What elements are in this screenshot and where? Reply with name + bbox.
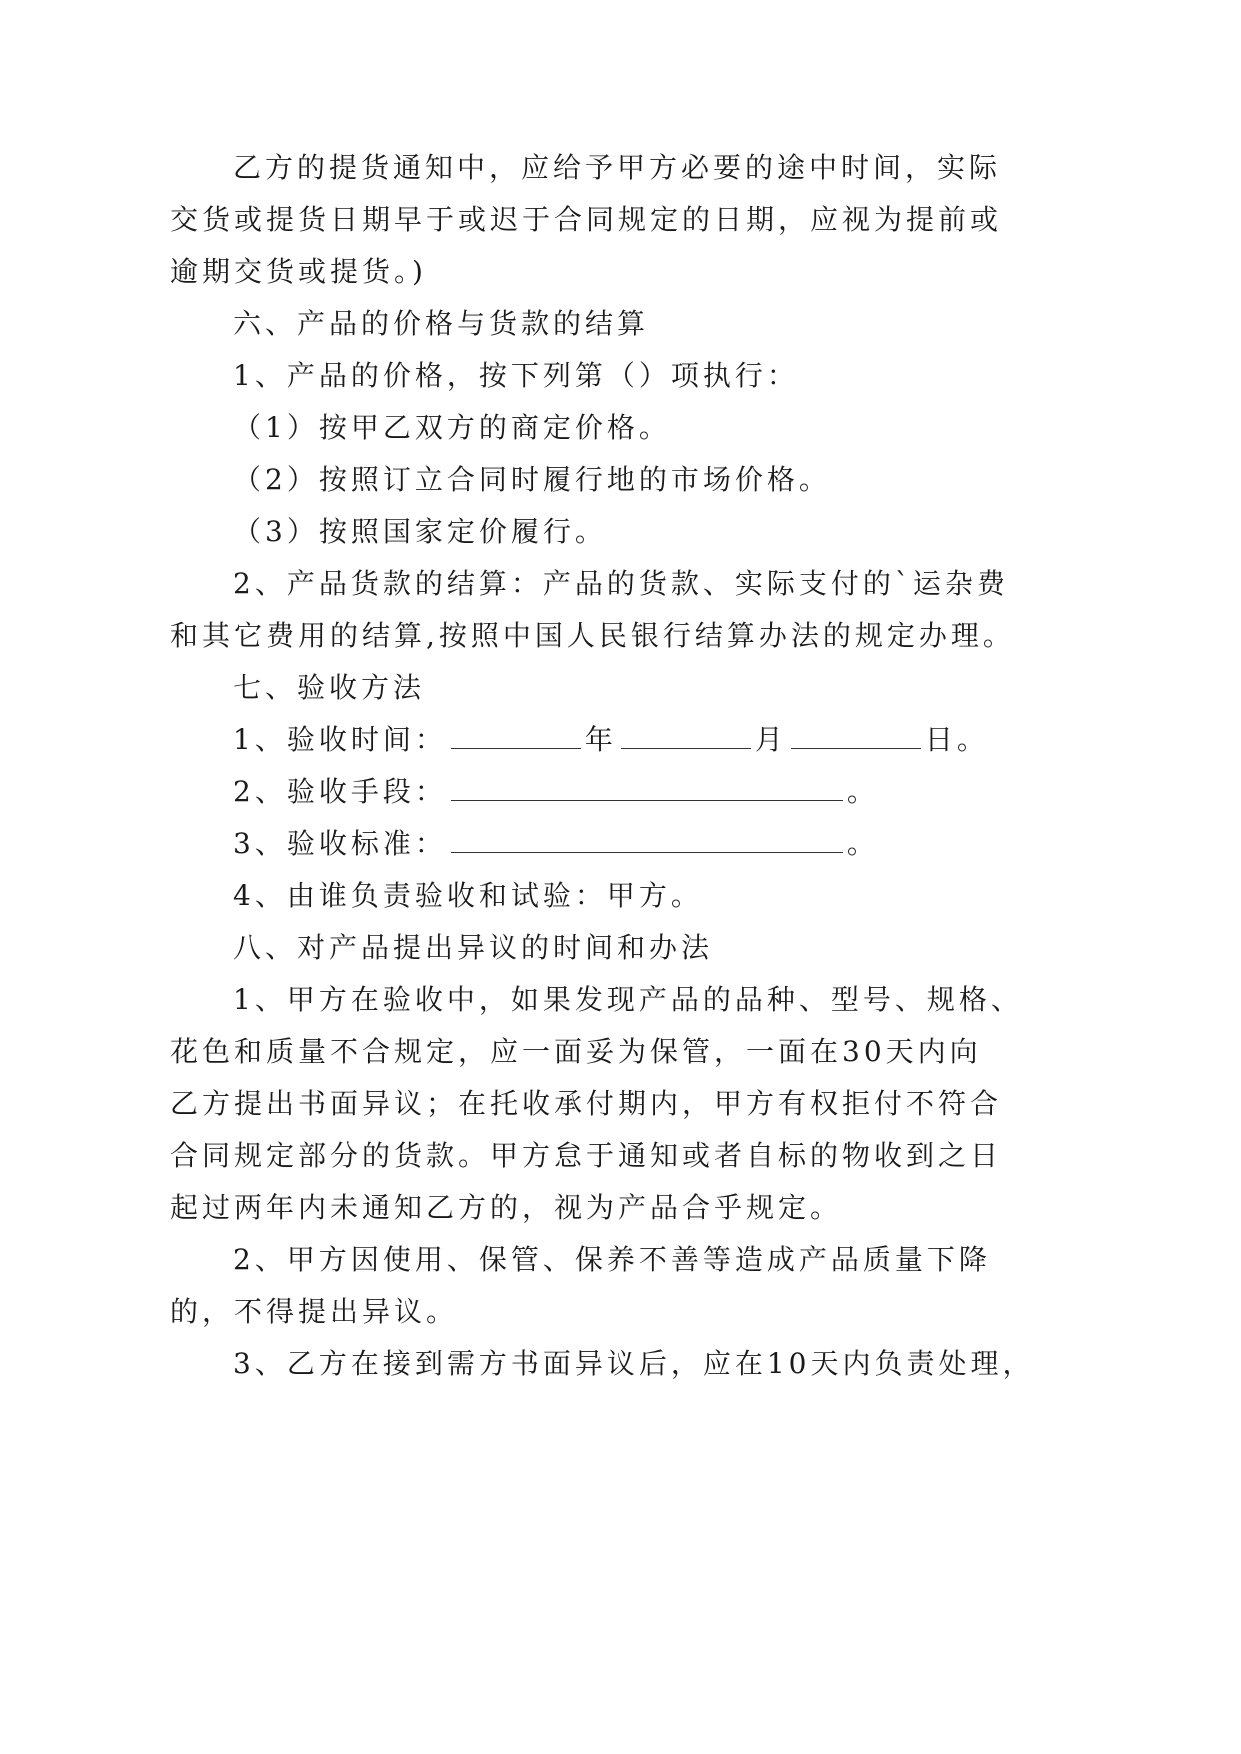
paragraph-line: 3、乙方在接到需方书面异议后，应在10天内负责处理， — [233, 1347, 1035, 1380]
acceptance-standard-line — [233, 824, 879, 864]
acceptance-standard-blank — [451, 826, 843, 853]
acceptance-means-end: 。 — [846, 775, 879, 808]
paragraph-line: 乙方提出书面异议；在托收承付期内，甲方有权拒付不符合 — [170, 1087, 1003, 1120]
paragraph-line: 4、由谁负责验收和试验：甲方。 — [233, 879, 703, 912]
acceptance-time-label: 1、验收时间： — [233, 723, 447, 756]
section-heading: 八、对产品提出异议的时间和办法 — [233, 931, 714, 964]
list-item: （3）按照国家定价履行。 — [233, 515, 607, 548]
day-blank — [791, 722, 921, 749]
paragraph-line: 和其它费用的结算,按照中国人民银行结算办法的规定办理。 — [170, 619, 1015, 652]
paragraph-line: 的，不得提出异议。 — [170, 1295, 459, 1328]
acceptance-standard-label: 3、验收标准： — [233, 827, 447, 860]
paragraph-line: 乙方的提货通知中，应给予甲方必要的途中时间，实际 — [233, 151, 1002, 184]
month-label: 月 — [754, 723, 787, 756]
paragraph-line: 起过两年内未通知乙方的，视为产品合乎规定。 — [170, 1191, 843, 1224]
year-label: 年 — [584, 723, 617, 756]
paragraph-line: 花色和质量不合规定，应一面妥为保管，一面在30天内向 — [170, 1035, 982, 1068]
paragraph-line: 逾期交货或提货。) — [170, 255, 427, 288]
list-item: （1）按甲乙双方的商定价格。 — [233, 411, 671, 444]
paragraph-line: 2、产品货款的结算：产品的货款、实际支付的`运杂费 — [233, 567, 1009, 600]
list-item: （2）按照订立合同时履行地的市场价格。 — [233, 463, 831, 496]
paragraph-line: 2、甲方因使用、保管、保养不善等造成产品质量下降 — [233, 1243, 991, 1276]
month-blank — [621, 722, 751, 749]
acceptance-means-label: 2、验收手段： — [233, 775, 447, 808]
acceptance-time-line — [233, 720, 989, 760]
acceptance-means-blank — [451, 774, 843, 801]
year-blank — [451, 722, 581, 749]
day-label: 日。 — [924, 723, 989, 756]
section-heading: 六、产品的价格与货款的结算 — [233, 307, 650, 340]
paragraph-line: 合同规定部分的货款。甲方怠于通知或者自标的物收到之日 — [170, 1139, 1003, 1172]
acceptance-standard-end: 。 — [846, 827, 879, 860]
paragraph-line: 1、甲方在验收中，如果发现产品的品种、型号、规格、 — [233, 983, 1023, 1016]
section-heading: 七、验收方法 — [233, 671, 426, 704]
paragraph-line: 1、产品的价格，按下列第（）项执行： — [233, 359, 799, 392]
paragraph-line: 交货或提货日期早于或迟于合同规定的日期，应视为提前或 — [170, 203, 1003, 236]
acceptance-means-line — [233, 772, 879, 812]
